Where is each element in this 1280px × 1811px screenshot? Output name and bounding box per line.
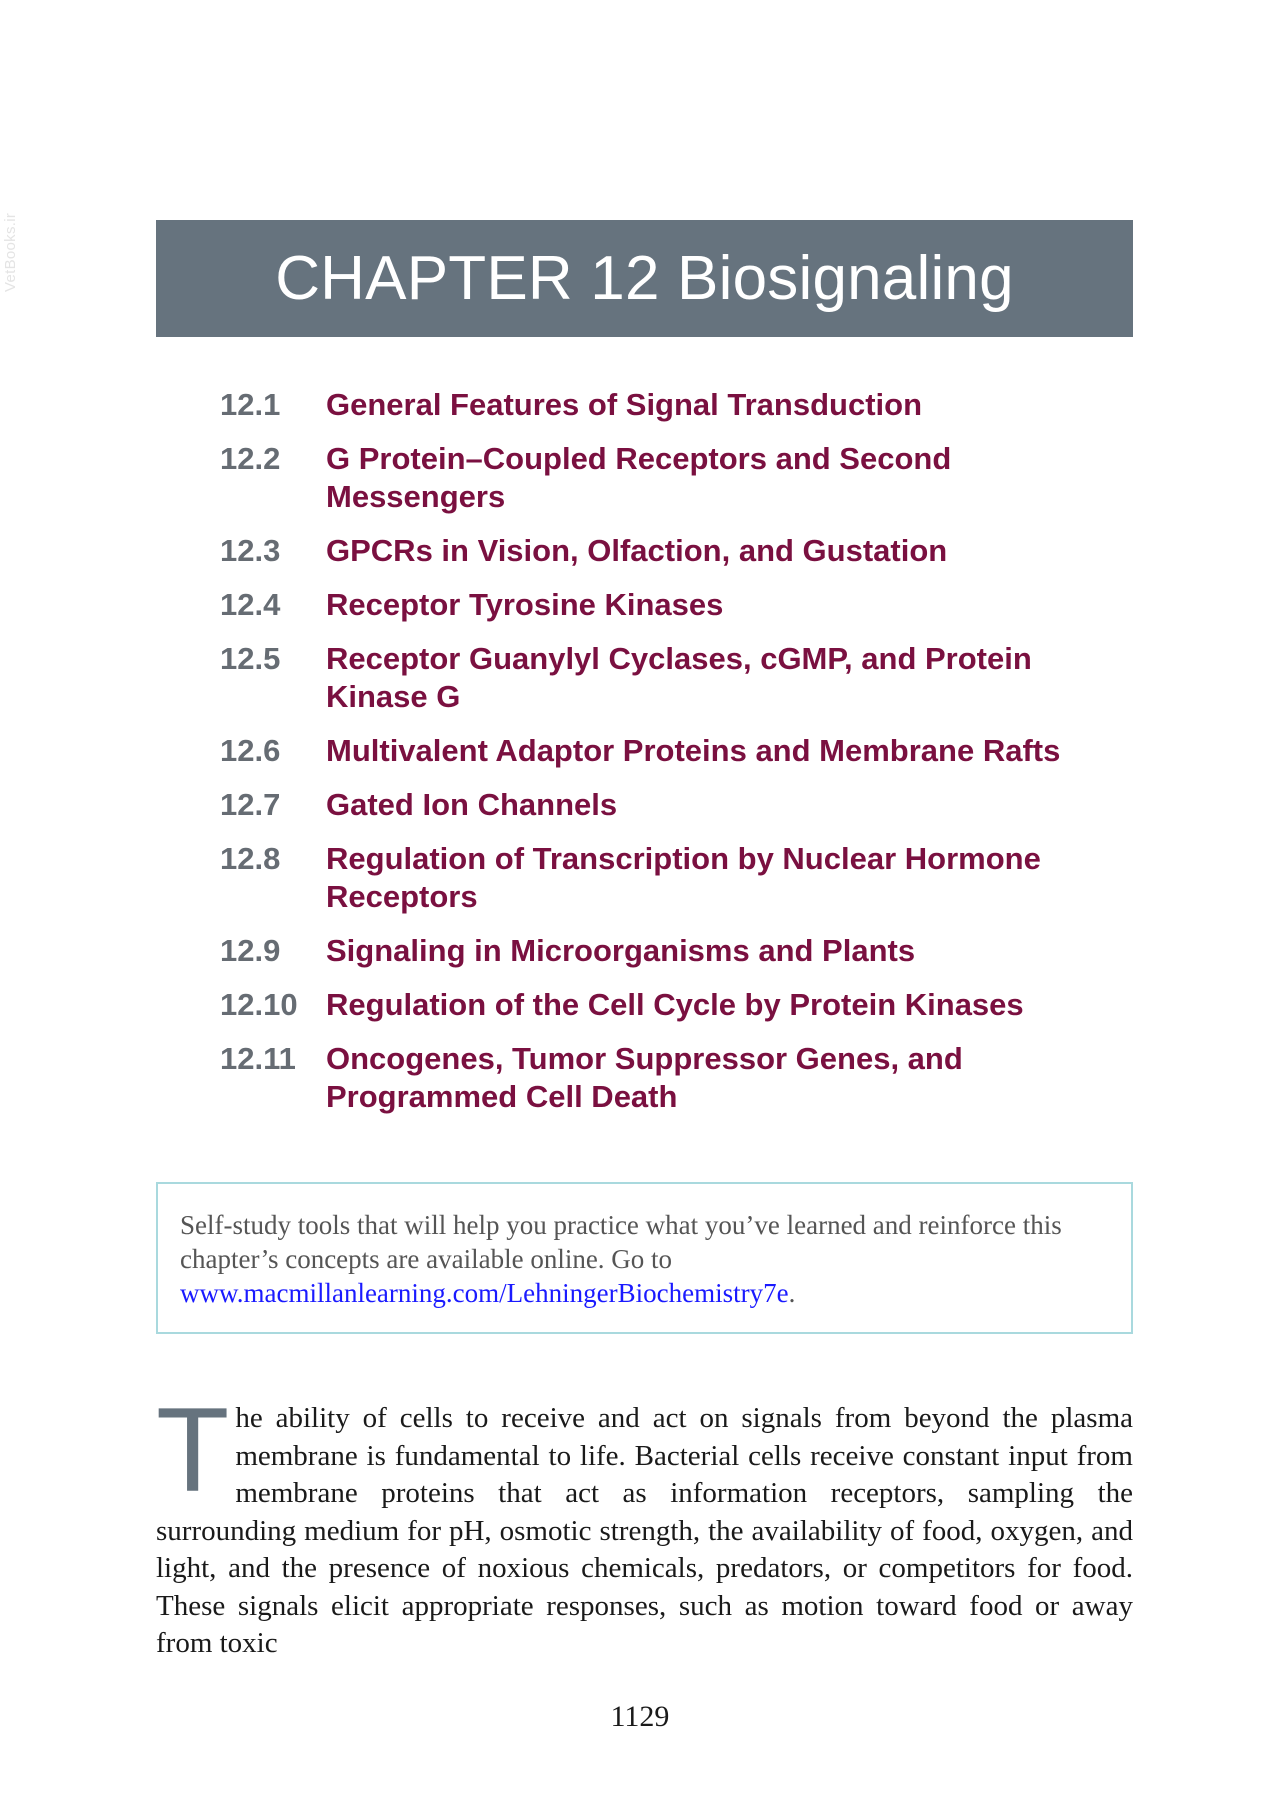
body-text: he ability of cells to receive and act on signals from beyond the plasma membrane is fundamental to life. Bacterial cells receive constant input from membrane proteins that act as information receptors, sampling the surrounding medium for pH, osmotic strength, the availability of food, oxygen, and light, and the presence of noxious chemicals, predators, or competitors for food. These signals elicit appropriate responses, such as motion toward food or away from toxic <box>156 1402 1133 1659</box>
section-link[interactable]: Signaling in Microorganisms and Plants <box>326 933 916 968</box>
section-link[interactable]: Oncogenes, Tumor Suppressor Genes, and Programmed Cell Death <box>326 1041 963 1114</box>
toc-item[interactable] <box>220 440 1120 516</box>
section-link[interactable]: Receptor Tyrosine Kinases <box>326 587 724 622</box>
section-number: 12.5 <box>220 641 281 676</box>
section-number: 12.2 <box>220 441 281 476</box>
section-link[interactable]: Multivalent Adaptor Proteins and Membrane Rafts <box>326 733 1061 768</box>
chapter-banner <box>156 220 1133 337</box>
section-number: 12.8 <box>220 841 281 876</box>
section-link[interactable]: General Features of Signal Transduction <box>326 387 923 422</box>
section-number: 12.11 <box>220 1041 296 1076</box>
resource-link[interactable]: www.macmillanlearning.com/LehningerBiochemistry7e <box>180 1278 789 1308</box>
toc-item[interactable] <box>220 386 1120 424</box>
section-link[interactable]: GPCRs in Vision, Olfaction, and Gustation <box>326 533 948 568</box>
chapter-title: CHAPTER 12 Biosignaling <box>275 244 1014 313</box>
section-number: 12.6 <box>220 733 281 768</box>
section-number: 12.9 <box>220 933 281 968</box>
self-study-box <box>156 1182 1133 1334</box>
toc-item[interactable] <box>220 986 1120 1024</box>
toc-item[interactable] <box>220 640 1120 716</box>
section-number: 12.1 <box>220 387 281 422</box>
section-number: 12.7 <box>220 787 281 822</box>
section-link[interactable]: Gated Ion Channels <box>326 787 618 822</box>
chapter-contents <box>220 386 1120 1132</box>
toc-item[interactable] <box>220 532 1120 570</box>
section-number: 12.4 <box>220 587 281 622</box>
section-link[interactable]: Regulation of the Cell Cycle by Protein Kinases <box>326 987 1024 1022</box>
toc-item[interactable] <box>220 932 1120 970</box>
toc-item[interactable] <box>220 732 1120 770</box>
section-link[interactable]: G Protein–Coupled Receptors and Second Messengers <box>326 441 952 514</box>
section-link[interactable]: Receptor Guanylyl Cyclases, cGMP, and Protein Kinase G <box>326 641 1032 714</box>
toc-item[interactable] <box>220 840 1120 916</box>
section-link[interactable]: Regulation of Transcription by Nuclear Hormone Receptors <box>326 841 1041 914</box>
section-number: 12.3 <box>220 533 281 568</box>
self-study-text: Self-study tools that will help you practice what you’ve learned and reinforce this chapter’s concepts are available online. Go to <box>180 1210 1062 1274</box>
toc-item[interactable] <box>220 786 1120 824</box>
watermark: VetBooks.ir <box>2 212 19 292</box>
toc-item[interactable] <box>220 586 1120 624</box>
toc-item[interactable] <box>220 1040 1120 1116</box>
body-paragraph <box>156 1383 1133 1663</box>
section-number: 12.10 <box>220 987 298 1022</box>
self-study-end: . <box>788 1278 796 1308</box>
page-number: 1129 <box>610 1700 670 1733</box>
drop-cap: T <box>156 1383 230 1517</box>
